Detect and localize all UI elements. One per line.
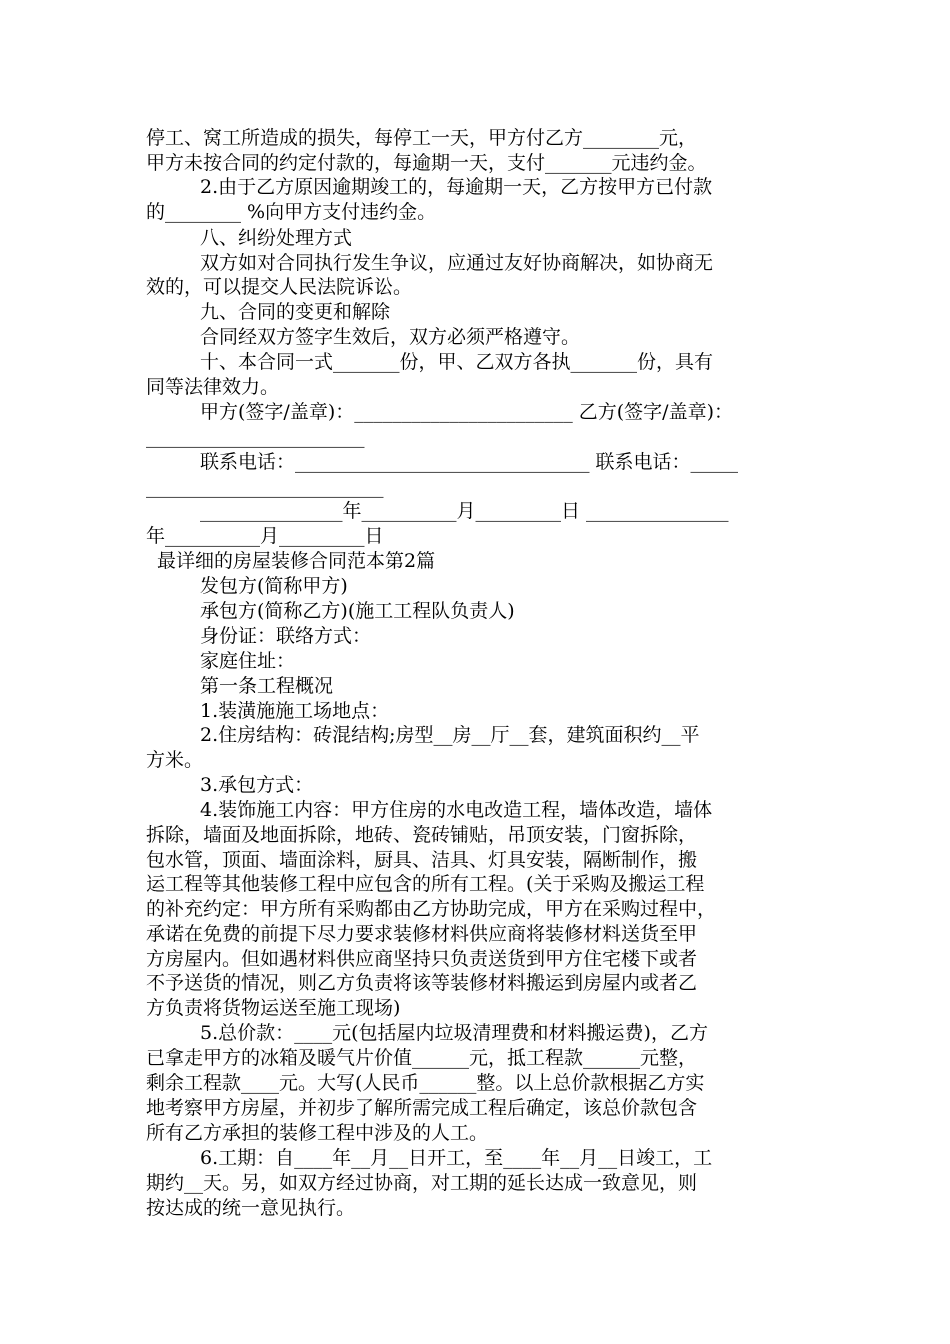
text-line: 按达成的统一意见执行。 [146,1197,356,1219]
text-line: 的补充约定：甲方所有采购都由乙方协助完成，甲方在采购过程中， [146,898,717,920]
text-line: 6.工期：自____年__月__日开工，至____年__月__日竣工，工 [200,1147,713,1169]
text-line: 拆除，墙面及地面拆除，地砖、瓷砖铺贴，吊顶安装，门窗拆除， [146,824,698,846]
phone-line: _________________________ [146,476,384,498]
text-line: 发包方(简称甲方) [200,575,348,597]
text-line: 方负责将货物运送至施工现场) [146,997,401,1019]
phone-line: 联系电话：_______________________________ 联系电话：_____ [200,451,739,473]
date-line: _______________年__________月_________日 _______________ [200,500,729,522]
text-line: 2.由于乙方原因逾期竣工的，每逾期一天，乙方按甲方已付款 [200,176,713,198]
text-line: 十、本合同一式_______份，甲、乙双方各执_______份，具有 [200,351,714,373]
text-line: 承诺在免费的前提下尽力要求装修材料供应商将装修材料送货至甲 [146,923,698,945]
signature-line: 甲方(签字/盖章)：_______________________ 乙方(签字/盖章)： [200,401,733,423]
text-line: 期约__天。另，如双方经过协商，对工期的延长达成一致意见，则 [146,1172,698,1194]
text-line: 1.装潢施施工场地点： [200,700,390,722]
date-line: 年__________月_________日 [146,525,384,547]
text-line: 地考察甲方房屋，并初步了解所需完成工程后确定，该总价款包含 [146,1097,698,1119]
text-line: 承包方(简称乙方)(施工工程队负责人) [200,600,515,622]
section-heading: 八、纠纷处理方式 [200,227,353,249]
text-line: 5.总价款：____元(包括屋内垃圾清理费和材料搬运费)，乙方 [200,1022,708,1044]
text-line: 3.承包方式： [200,774,314,796]
text-line: 2.住房结构：砖混结构;房型__房__厅__套，建筑面积约__平 [200,724,700,746]
text-line: 停工、窝工所造成的损失，每停工一天，甲方付乙方________元， [146,127,698,149]
text-line: 家庭住址： [200,650,296,672]
text-line: 已拿走甲方的冰箱及暖气片价值______元，抵工程款______元整， [146,1047,698,1069]
text-line: 所有乙方承担的装修工程中涉及的人工。 [146,1122,489,1144]
section-heading: 九、合同的变更和解除 [200,301,391,323]
text-line: 身份证：联络方式： [200,625,372,647]
text-line: 甲方未按合同的约定付款的，每逾期一天，支付_______元违约金。 [146,152,707,174]
text-line: 运工程等其他装修工程中应包含的所有工程。(关于采购及搬运工程 [146,873,705,895]
text-line: 不予送货的情况，则乙方负责将该等装修材料搬运到房屋内或者乙 [146,972,698,994]
text-line: 合同经双方签字生效后，双方必须严格遵守。 [200,326,581,348]
document-title: 最详细的房屋装修合同范本第2篇 [157,550,436,572]
text-line: 效的，可以提交人民法院诉讼。 [146,276,413,298]
section-heading: 第一条工程概况 [200,675,334,697]
text-line: 4.装饰施工内容：甲方住房的水电改造工程，墙体改造，墙体 [200,799,713,821]
text-line: 双方如对合同执行发生争议，应通过友好协商解决，如协商无 [200,252,714,274]
text-line: 包水管，顶面、墙面涂料，厨具、洁具、灯具安装，隔断制作，搬 [146,849,698,871]
text-line: 同等法律效力。 [146,376,280,398]
text-line: 方米。 [146,749,204,771]
text-line: 剩余工程款____元。大写(人民币______整。以上总价款根据乙方实 [146,1072,705,1094]
signature-line: _______________________ [146,426,365,448]
text-line: 方房屋内。但如遇材料供应商坚持只负责送货到甲方住宅楼下或者 [146,948,698,970]
text-line: 的________ %向甲方支付违约金。 [146,201,437,223]
